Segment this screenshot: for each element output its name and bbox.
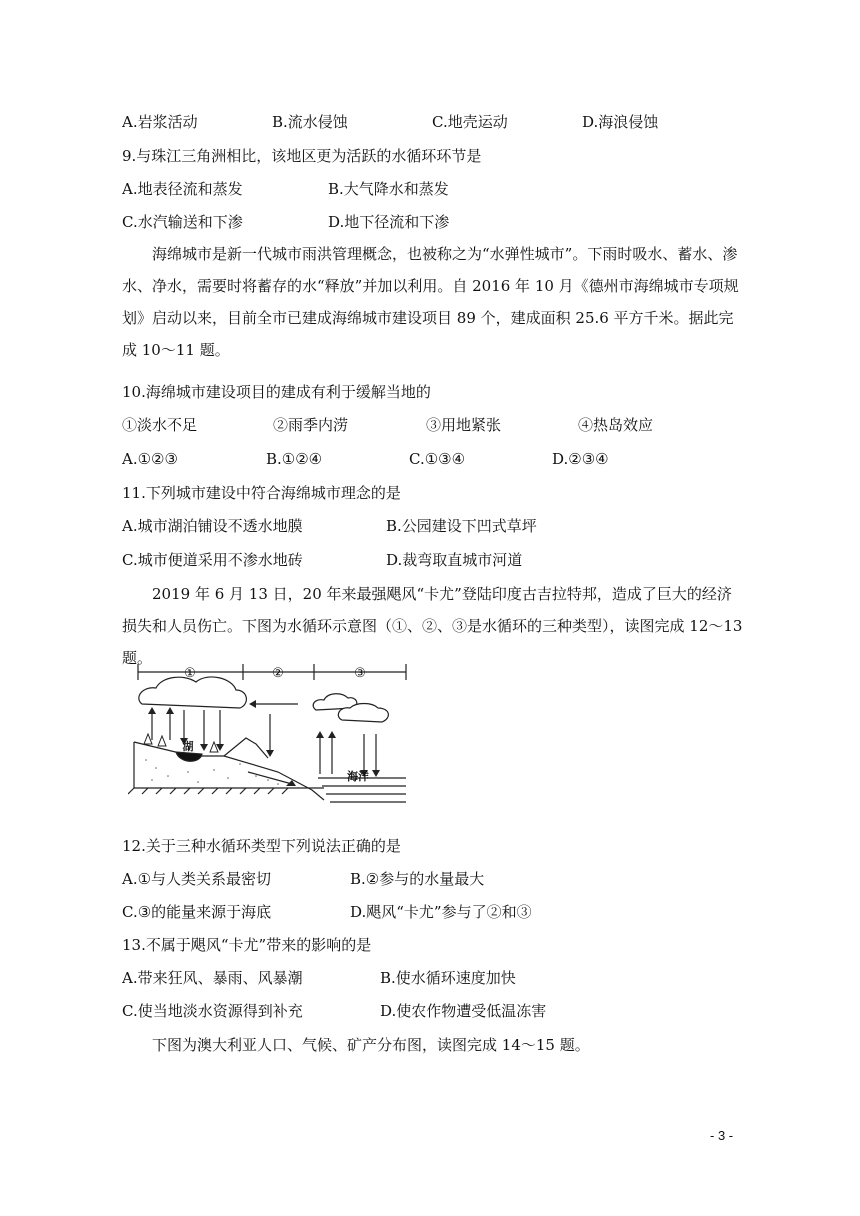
q11-option-b: B.公园建设下凹式草坪 [386,517,537,535]
q12-option-c: C.③的能量来源于海底 [122,903,272,921]
segment-label-3: ③ [354,666,366,681]
lake-label: 湖 [182,740,194,753]
q9-option-a: A.地表径流和蒸发 [122,180,243,198]
ocean-label: 海洋 [347,770,369,783]
q11-option-c: C.城市便道采用不渗水地砖 [122,551,303,569]
page-number: - 3 - [710,1128,734,1143]
q9-option-b: B.大气降水和蒸发 [328,180,449,198]
q13-option-d: D.使农作物遭受低温冻害 [380,1002,547,1020]
water-cycle-diagram [128,660,418,810]
passage-sponge-city [122,238,744,366]
q9-option-c: C.水汽输送和下渗 [122,213,243,231]
q10-option-a: A.①②③ [122,450,178,468]
q10-option-b: B.①②④ [266,450,323,468]
q10-item-1: ①淡水不足 [122,416,198,434]
q12-stem: 12.关于三种水循环类型下列说法正确的是 [122,837,401,855]
passage-hurricane-text: 2019 年 6 月 13 日，20 年来最强飓风“卡尤”登陆印度古吉拉特邦，造成了巨大的经济损失和人员伤亡。下图为水循环示意图（①、②、③是水循环的三种类型），读图完成 12～13 题。 [122,585,743,667]
passage-sponge-city-text: 海绵城市是新一代城市雨洪管理概念，也被称之为“水弹性城市”。下雨时吸水、蓄水、渗水、净水，需要时将蓄存的水“释放”并加以利用。自 2016 年 10 月《德州市海绵城市专项规划》启动以来，目前全市已建成海绵城市建设项目 89 个，建成面积 25.6 平方千米。据此完成 10～11 题。 [122,245,739,359]
q13-option-b: B.使水循环速度加快 [380,969,516,987]
q12-option-d: D.飓风“卡尤”参与了②和③ [350,903,532,921]
q10-option-c: C.①③④ [409,450,466,468]
q13-option-c: C.使当地淡水资源得到补充 [122,1002,303,1020]
q9-stem: 9.与珠江三角洲相比，该地区更为活跃的水循环环节是 [122,147,482,165]
q13-stem: 13.不属于飓风“卡尤”带来的影响的是 [122,936,372,954]
q8-option-c: C.地壳运动 [432,113,508,131]
q8-option-b: B.流水侵蚀 [272,113,348,131]
segment-label-1: ① [184,666,196,681]
q10-item-4: ④热岛效应 [578,416,654,434]
q11-option-d: D.裁弯取直城市河道 [386,551,523,569]
q11-stem: 11.下列城市建设中符合海绵城市理念的是 [122,484,401,502]
q11-option-a: A.城市湖泊铺设不透水地膜 [122,517,303,535]
segment-label-2: ② [272,666,284,681]
q8-option-d: D.海浪侵蚀 [582,113,659,131]
q10-item-2: ②雨季内涝 [273,416,349,434]
q12-option-b: B.②参与的水量最大 [350,870,485,888]
q9-option-d: D.地下径流和下渗 [328,213,450,231]
q10-item-3: ③用地紧张 [426,416,502,434]
passage-australia: 下图为澳大利亚人口、气候、矿产分布图，读图完成 14～15 题。 [152,1036,590,1054]
q8-option-a: A.岩浆活动 [122,113,198,131]
q12-option-a: A.①与人类关系最密切 [122,870,272,888]
q13-option-a: A.带来狂风、暴雨、风暴潮 [122,969,303,987]
q10-stem: 10.海绵城市建设项目的建成有利于缓解当地的 [122,383,431,401]
q10-option-d: D.②③④ [552,450,609,468]
